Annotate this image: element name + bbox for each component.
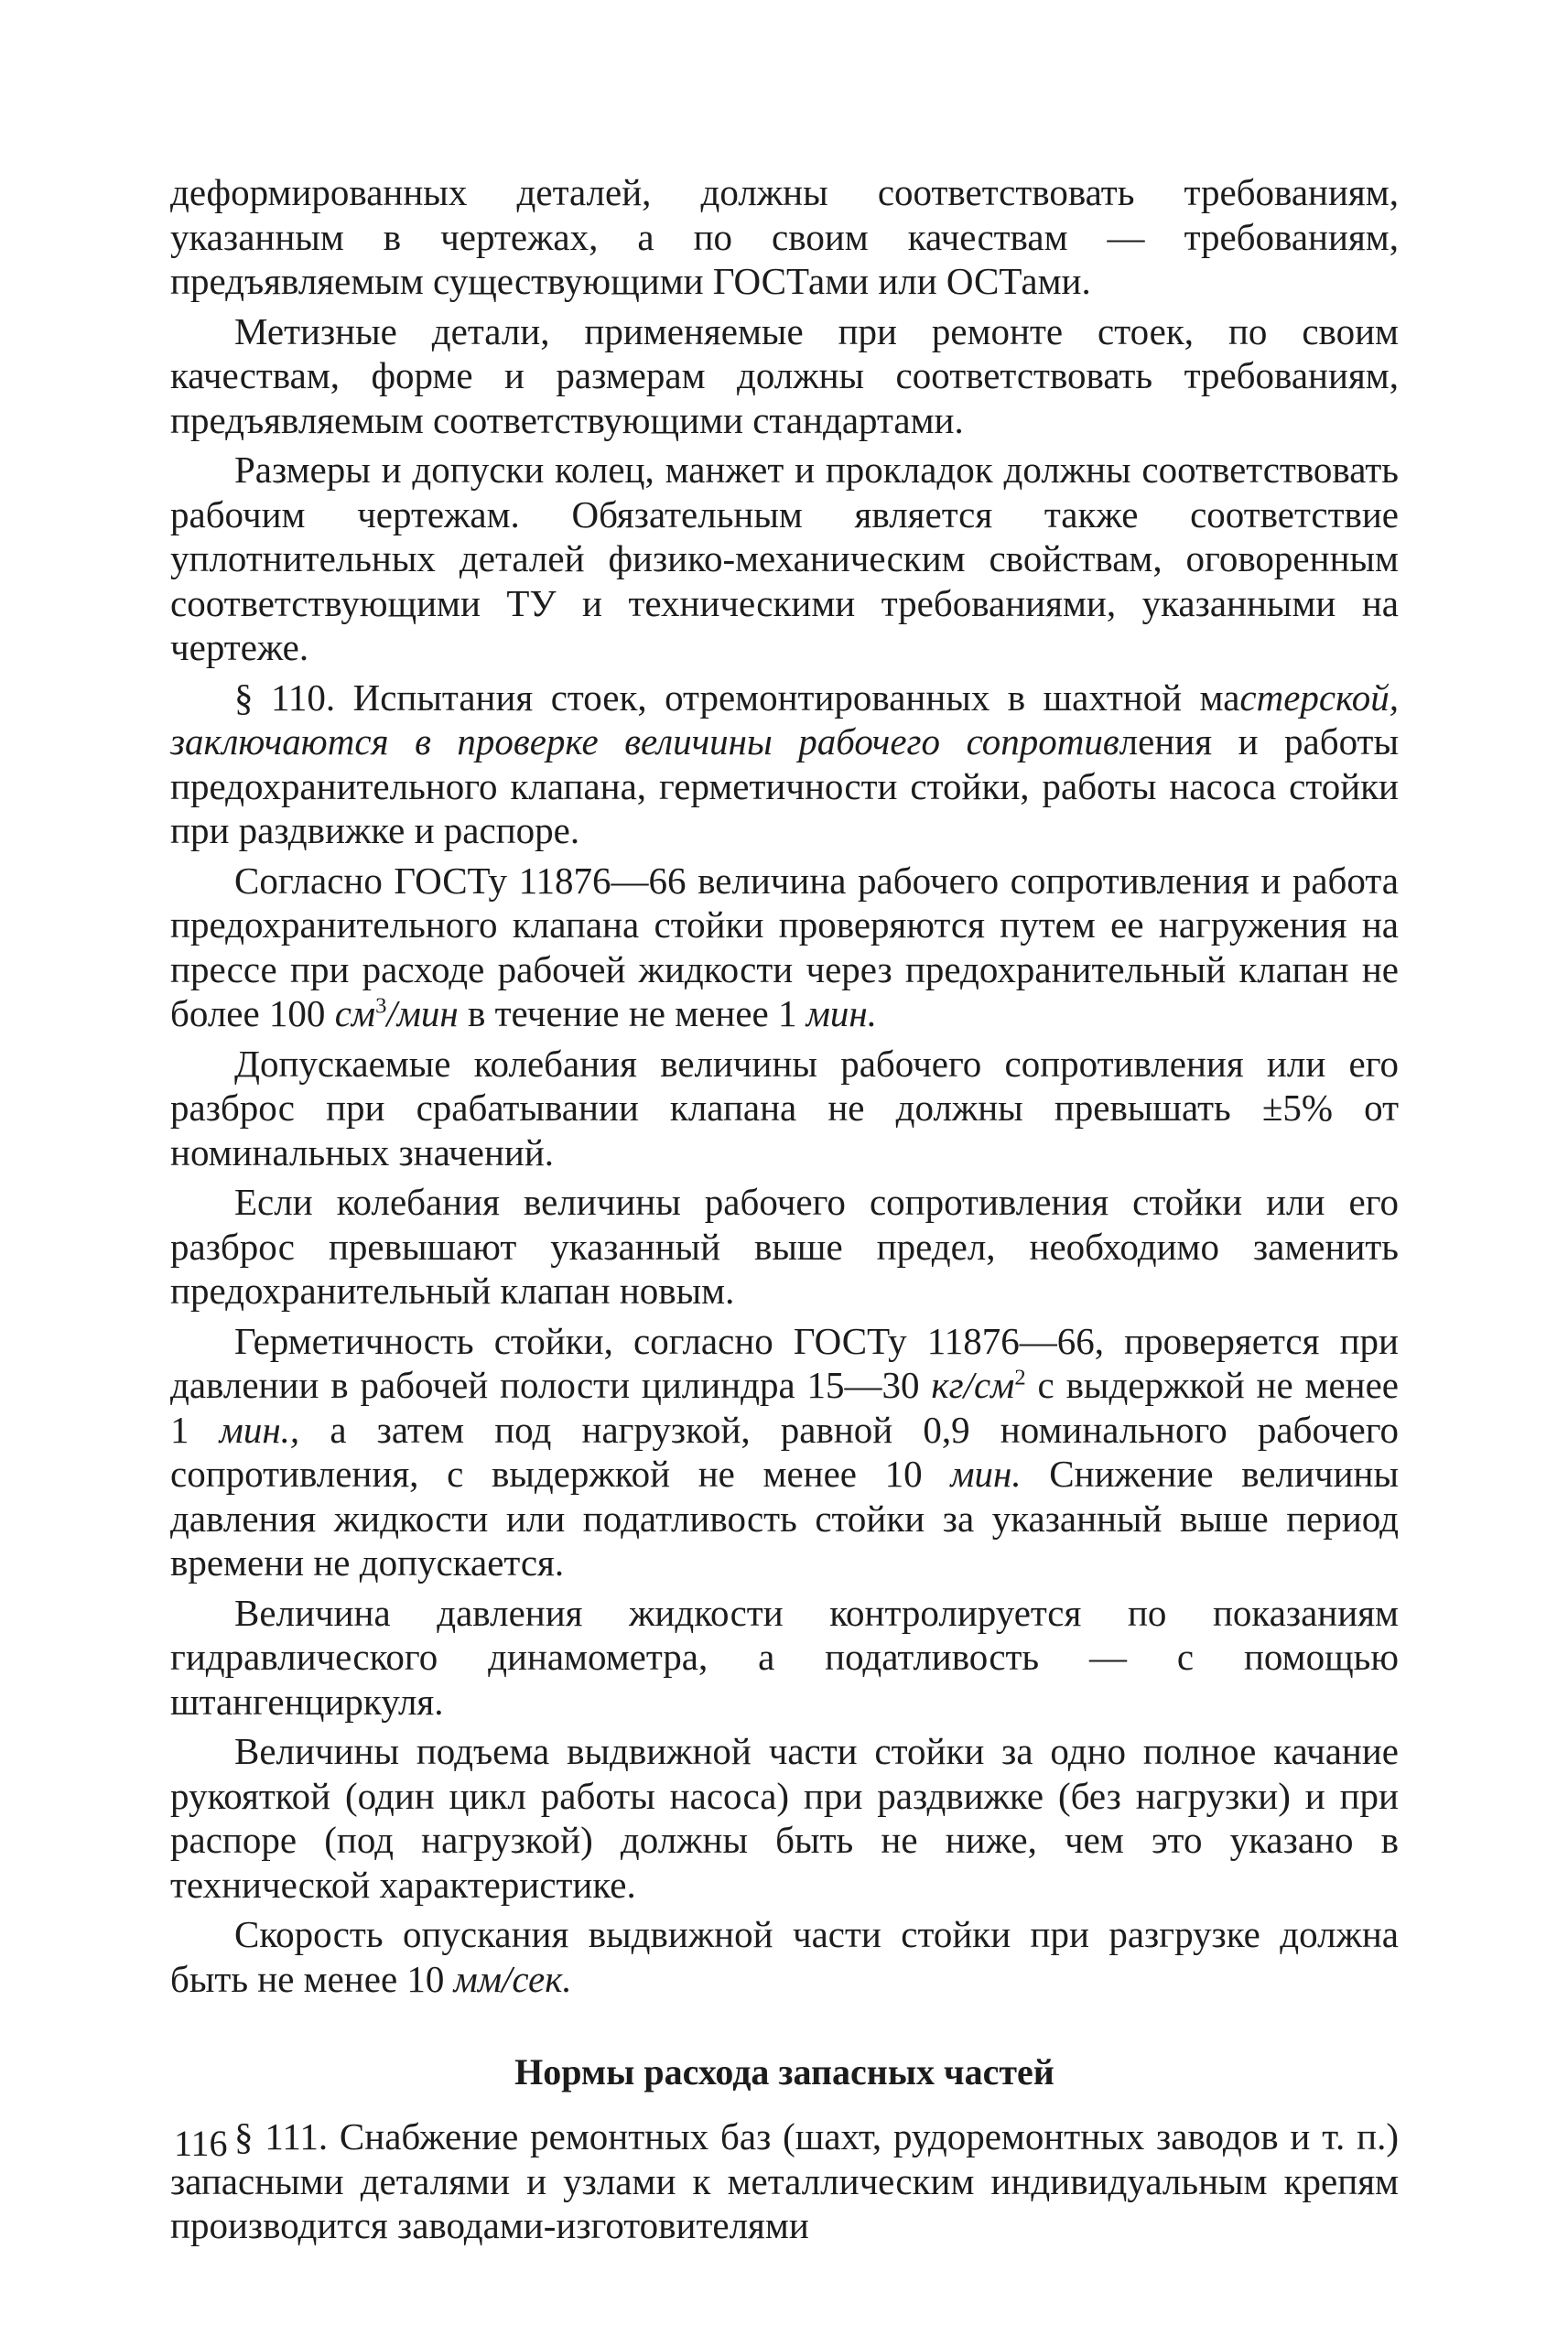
paragraphs-after-heading (170, 2114, 1399, 2248)
paragraph-p8 (170, 1319, 1399, 1585)
text-run: кг/см (931, 1364, 1015, 1406)
section-heading: Нормы расхода запасных частей (514, 2051, 1054, 2092)
text-run: в течение не менее 1 (458, 992, 806, 1034)
paragraph-p5 (170, 859, 1399, 1036)
paragraph-p1 (170, 170, 1399, 304)
text-run: Согласно ГОСТу 11876—66 величина рабочего сопротивления и работа предохранительного клапана стойки проверяются путем ее нагружения на прессе при расходе рабочей жидкости через предохранительный клапан не более 100 (170, 859, 1399, 1034)
paragraph-p2 (170, 309, 1399, 443)
text-run: ления и работы предохранительного клапана, герметичности стойки, работы насоса стойки при раздвижке и распоре. (170, 720, 1400, 851)
paragraph-p11 (170, 1912, 1399, 2001)
text-run: см (334, 992, 376, 1034)
text-run: Величина давления жидкости контролируется по показаниям гидравлического динамометра, а податливость — с помощью штангенциркуля. (170, 1591, 1399, 1723)
text-run: Допускаемые колебания величины рабочего сопротивления или его разброс при срабатывании клапана не должны превышать ±5% от номинальных значений. (170, 1042, 1399, 1173)
text-run: § 111. Снабжение ремонтных баз (шахт, рудоремонтных заводов и т. п.) запасными деталями и узлами к металлическим индивидуальным крепям производится заводами-изготовителями (170, 2115, 1399, 2246)
text-run: Величины подъема выдвижной части стойки за одно полное качание рукояткой (один цикл работы насоса) при раздвижке (без нагрузки) и при распоре (под нагрузкой) должны быть не ниже, чем это указано в технической характеристике. (170, 1730, 1399, 1906)
page-body (170, 170, 1399, 2254)
text-run: мин. (806, 992, 878, 1034)
text-run: Скорость опускания выдвижной части стойки при разгрузке должна быть не менее 10 (170, 1913, 1399, 2000)
paragraph-p6 (170, 1042, 1399, 1175)
text-run: мм/сек. (453, 1957, 572, 2000)
text-run: 3 (375, 993, 387, 1019)
page-number: 116 (174, 2123, 228, 2164)
paragraph-p4 (170, 676, 1399, 853)
text-run: деформированных деталей, должны соответствовать требованиям, указанным в чертежах, а по своим качествам — требованиям, предъявляемым существующими ГОСТами или ОСТами. (170, 171, 1399, 302)
text-run: Метизные детали, применяемые при ремонте стоек, по своим качествам, форме и размерам должны соответствовать требованиям, предъявляемым соответствующими стандартами. (170, 309, 1399, 441)
text-run: /мин (386, 992, 459, 1034)
paragraph-p12 (170, 2114, 1399, 2248)
text-run: § 110. Испытания стоек, отремонтированных в шахтной ма (234, 676, 1240, 719)
paragraph-p10 (170, 1729, 1399, 1907)
paragraphs-before-heading (170, 170, 1399, 2001)
paragraph-p9 (170, 1591, 1399, 1725)
text-run: Если колебания величины рабочего сопротивления стойки или его разброс превышают указанный выше предел, необходимо заменить предохранительный клапан новым. (170, 1181, 1399, 1312)
text-run: Размеры и допуски колец, манжет и прокладок должны соответствовать рабочим чертежам. Обязательным является также соответствие уплотнительных деталей физико-механическим свойствам, оговоренным соответствующими ТУ и техническими требованиями, указанными на чертеже. (170, 449, 1399, 668)
text-run: а затем под нагрузкой, равной 0,9 номинального рабочего сопротивления, с выдержкой не менее 10 (170, 1408, 1400, 1495)
paragraph-p7 (170, 1180, 1399, 1314)
text-run: Герметичность стойки, согласно ГОСТу 11876—66, проверяется при давлении в рабочей полости цилиндра 15—30 (170, 1319, 1399, 1406)
text-run: с выдержкой не менее 1 (170, 1364, 1399, 1451)
text-run: мин. (950, 1453, 1022, 1495)
text-run: мин., (219, 1408, 300, 1451)
text-run: 2 (1014, 1365, 1026, 1390)
paragraph-p3 (170, 448, 1399, 670)
text-run: стерской, заключаются в проверке величины рабочего сопротив (170, 676, 1399, 762)
text-run: Снижение величины давления жидкости или податливость стойки за указанный выше период времени не допускается. (170, 1453, 1400, 1584)
